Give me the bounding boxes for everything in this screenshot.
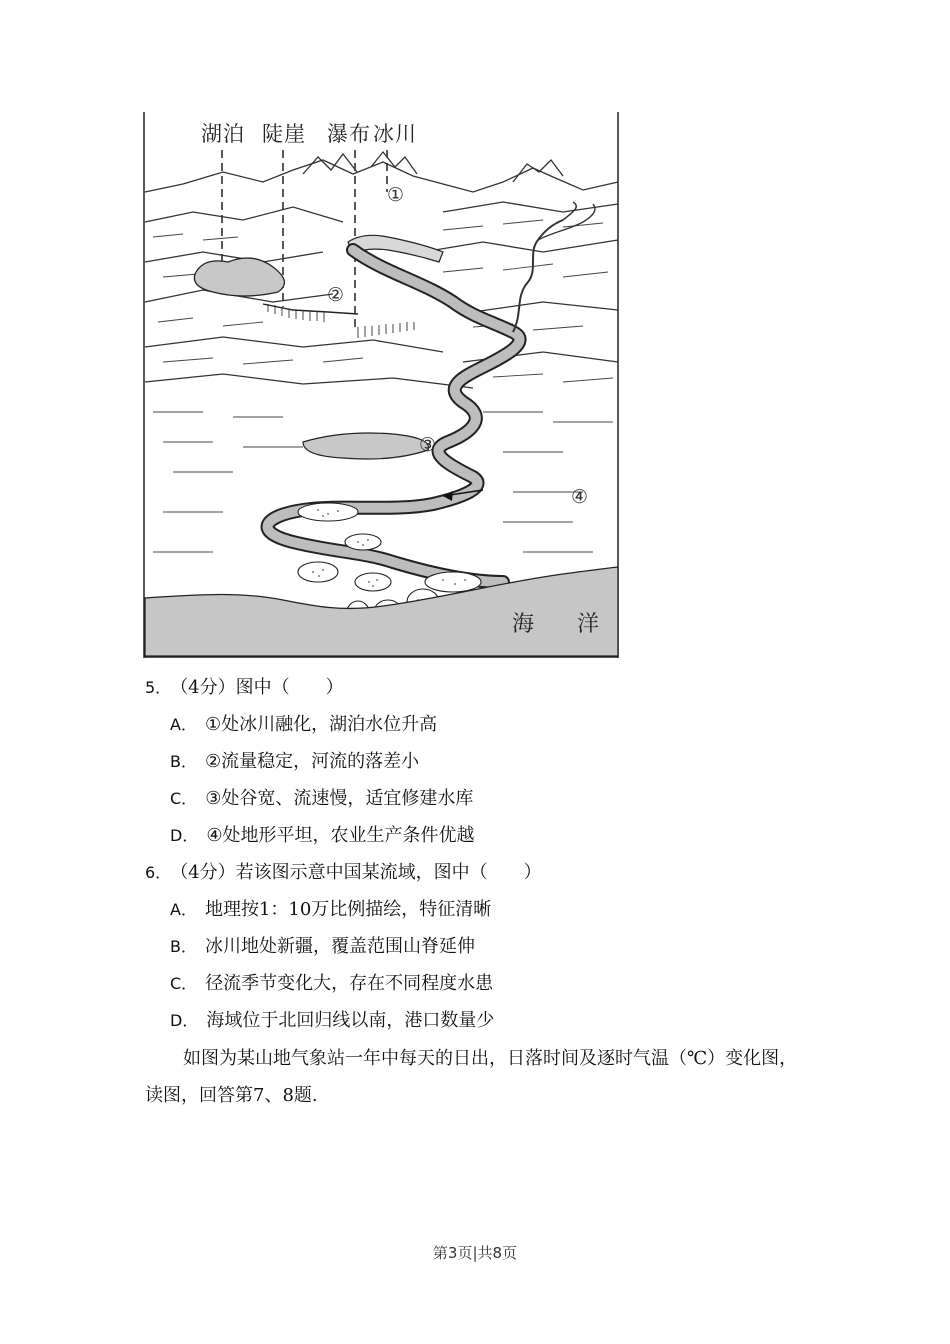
marker-1: ①: [387, 184, 405, 206]
option-letter: B．: [170, 937, 197, 956]
question-number: 6．: [145, 863, 172, 882]
q5-option-c[interactable]: [170, 787, 473, 811]
question-stem: （4分）图中（ ）: [179, 677, 344, 698]
marker-2: ②: [327, 284, 345, 306]
q6-option-c[interactable]: [170, 972, 493, 996]
option-letter: A．: [170, 900, 197, 919]
question-stem: （4分）若该图示意中国某流域，图中（ ）: [179, 862, 542, 883]
label-cliff: 陡崖: [262, 122, 306, 146]
option-text: ③处谷宽、流速慢，适宜修建水库: [205, 788, 474, 809]
option-letter: C．: [170, 974, 198, 993]
option-letter: D．: [170, 1011, 199, 1030]
option-letter: B．: [170, 752, 197, 771]
sea-label: 海 洋: [512, 612, 617, 637]
label-glacier: 冰川: [373, 122, 417, 146]
q6-option-b[interactable]: [170, 935, 475, 959]
option-text: 地理按1：10万比例描绘，特征清晰: [204, 899, 492, 920]
q5-option-a[interactable]: [170, 713, 437, 737]
option-text: 海域位于北回归线以南，港口数量少: [206, 1010, 495, 1031]
q6-option-a[interactable]: [170, 898, 491, 922]
option-letter: C．: [170, 789, 198, 808]
label-waterfall: 瀑布: [327, 122, 371, 146]
option-text: ④处地形平坦，农业生产条件优越: [206, 825, 475, 846]
intro-paragraph: 如图为某山地气象站一年中每天的日出，日落时间及逐时气温（℃）变化图，读图，回答第7、8题.: [145, 1048, 798, 1106]
option-text: 径流季节变化大，存在不同程度水患: [205, 973, 494, 994]
page-footer: 第3页|共8页: [432, 1244, 518, 1262]
marker-4: ④: [571, 486, 589, 508]
option-text: ②流量稳定，河流的落差小: [204, 751, 420, 772]
option-text: ①处冰川融化，湖泊水位升高: [204, 714, 438, 735]
q5-option-d[interactable]: [170, 824, 474, 848]
option-letter: A．: [170, 715, 197, 734]
option-letter: D．: [170, 826, 199, 845]
q6-option-d[interactable]: [170, 1009, 494, 1033]
q5-option-b[interactable]: [170, 750, 419, 774]
label-lake: 湖泊: [201, 122, 245, 146]
river-landscape-drawing: [143, 112, 619, 658]
question-6: [145, 861, 542, 885]
option-text: 冰川地处新疆，覆盖范围山脊延伸: [204, 936, 475, 957]
river-landform-figure: [143, 112, 619, 658]
marker-3: ③: [419, 434, 437, 456]
question-5: [145, 676, 344, 700]
question-number: 5．: [145, 678, 172, 697]
